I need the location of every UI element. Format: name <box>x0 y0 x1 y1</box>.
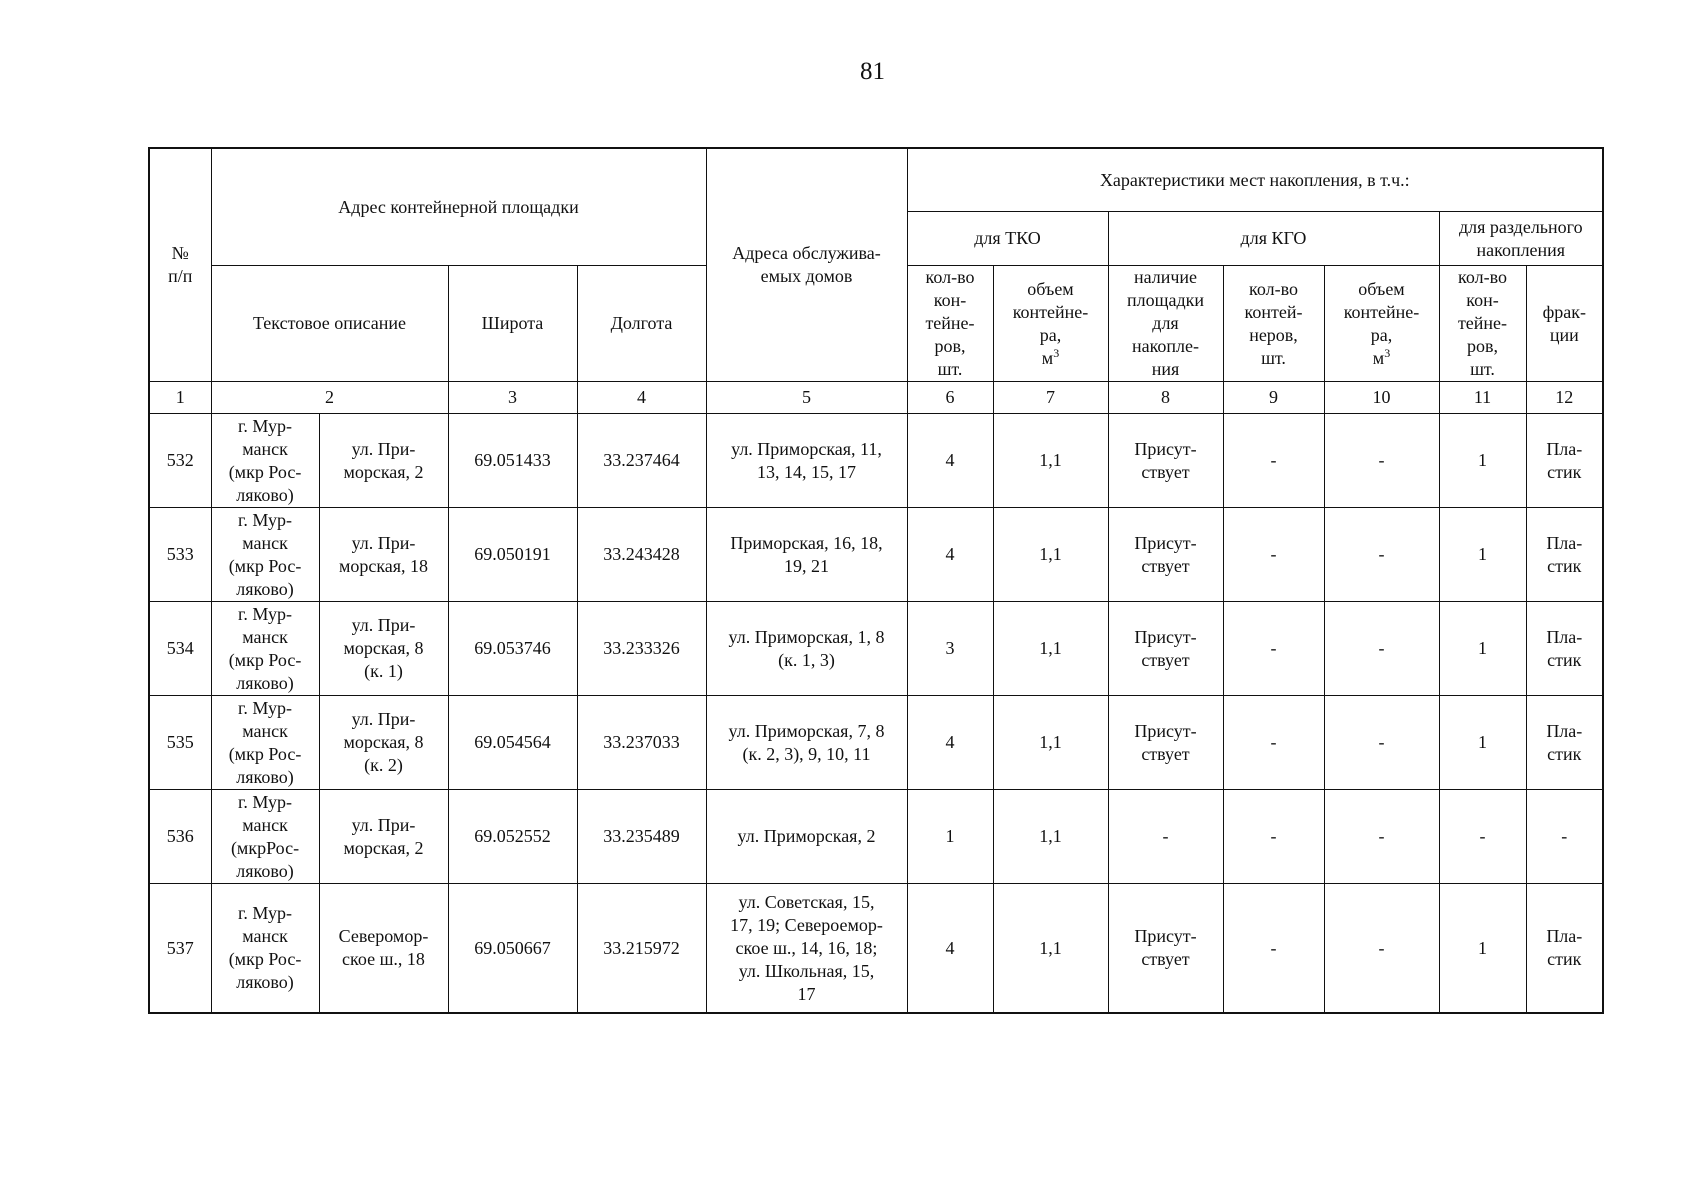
header-characteristics: Характеристики мест накопления, в т.ч.: <box>907 148 1603 212</box>
cell-longitude: 33.233326 <box>577 602 706 696</box>
cell-kgo-presence: Присут- ствует <box>1108 414 1223 508</box>
column-number: 6 <box>907 382 993 414</box>
cell-served-houses: ул. Приморская, 1, 8 (к. 1, 3) <box>706 602 907 696</box>
cell-fraction: Пла- стик <box>1526 602 1603 696</box>
cell-num: 532 <box>149 414 211 508</box>
header-address-group: Адрес контейнерной площадки <box>211 148 706 266</box>
cell-latitude: 69.053746 <box>448 602 577 696</box>
cell-kgo-presence: Присут- ствует <box>1108 884 1223 1014</box>
cell-fraction: Пла- стик <box>1526 414 1603 508</box>
cell-sep-count: 1 <box>1439 696 1526 790</box>
cell-tko-count: 1 <box>907 790 993 884</box>
column-number: 12 <box>1526 382 1603 414</box>
cell-tko-count: 3 <box>907 602 993 696</box>
cell-num: 533 <box>149 508 211 602</box>
header-served-houses: Адреса обслужива- емых домов <box>706 148 907 382</box>
container-sites-table <box>148 147 1604 1014</box>
page-number: 81 <box>860 58 885 85</box>
cell-city: г. Мур- манск (мкр Рос- ляково) <box>211 884 319 1014</box>
cell-latitude: 69.054564 <box>448 696 577 790</box>
column-number: 10 <box>1324 382 1439 414</box>
table-row <box>149 884 1603 1014</box>
cell-latitude: 69.050667 <box>448 884 577 1014</box>
header-tko-volume-cube: 3 <box>1053 345 1060 360</box>
table-body <box>149 414 1603 1014</box>
cell-street: Северомор- ское ш., 18 <box>319 884 448 1014</box>
cell-kgo-count: - <box>1223 696 1324 790</box>
cell-street: ул. При- морская, 18 <box>319 508 448 602</box>
header-fractions: фрак- ции <box>1526 266 1603 382</box>
header-sep-count: кол-во кон- тейне- ров, шт. <box>1439 266 1526 382</box>
cell-served-houses: Приморская, 16, 18, 19, 21 <box>706 508 907 602</box>
cell-longitude: 33.243428 <box>577 508 706 602</box>
column-number-row <box>149 382 1603 414</box>
cell-latitude: 69.051433 <box>448 414 577 508</box>
table-row <box>149 508 1603 602</box>
cell-kgo-count: - <box>1223 602 1324 696</box>
cell-kgo-count: - <box>1223 790 1324 884</box>
cell-num: 536 <box>149 790 211 884</box>
cell-kgo-volume: - <box>1324 696 1439 790</box>
cell-street: ул. При- морская, 8 (к. 1) <box>319 602 448 696</box>
cell-num: 535 <box>149 696 211 790</box>
column-number: 7 <box>993 382 1108 414</box>
cell-tko-volume: 1,1 <box>993 508 1108 602</box>
header-num: № п/п <box>149 148 211 382</box>
column-number: 9 <box>1223 382 1324 414</box>
cell-fraction: - <box>1526 790 1603 884</box>
cell-tko-count: 4 <box>907 884 993 1014</box>
column-number: 2 <box>211 382 448 414</box>
header-latitude: Широта <box>448 266 577 382</box>
header-text-description: Текстовое описание <box>211 266 448 382</box>
cell-kgo-presence: Присут- ствует <box>1108 602 1223 696</box>
cell-tko-count: 4 <box>907 414 993 508</box>
cell-served-houses: ул. Советская, 15, 17, 19; Североемор- ское ш., 14, 16, 18; ул. Школьная, 15, 17 <box>706 884 907 1014</box>
cell-tko-volume: 1,1 <box>993 696 1108 790</box>
cell-served-houses: ул. Приморская, 7, 8 (к. 2, 3), 9, 10, 11 <box>706 696 907 790</box>
cell-city: г. Мур- манск (мкр Рос- ляково) <box>211 696 319 790</box>
header-separate: для раздельного накопления <box>1439 212 1603 266</box>
cell-kgo-volume: - <box>1324 884 1439 1014</box>
cell-longitude: 33.237464 <box>577 414 706 508</box>
table-row <box>149 696 1603 790</box>
column-number: 11 <box>1439 382 1526 414</box>
cell-longitude: 33.235489 <box>577 790 706 884</box>
column-number: 4 <box>577 382 706 414</box>
cell-city: г. Мур- манск (мкр Рос- ляково) <box>211 602 319 696</box>
cell-fraction: Пла- стик <box>1526 884 1603 1014</box>
table-row <box>149 790 1603 884</box>
cell-street: ул. При- морская, 2 <box>319 414 448 508</box>
cell-city: г. Мур- манск (мкрРос- ляково) <box>211 790 319 884</box>
column-number: 3 <box>448 382 577 414</box>
cell-num: 534 <box>149 602 211 696</box>
header-kgo-volume-cube: 3 <box>1384 345 1391 360</box>
cell-longitude: 33.215972 <box>577 884 706 1014</box>
cell-sep-count: 1 <box>1439 884 1526 1014</box>
cell-latitude: 69.050191 <box>448 508 577 602</box>
cell-kgo-count: - <box>1223 508 1324 602</box>
cell-kgo-count: - <box>1223 414 1324 508</box>
cell-tko-count: 4 <box>907 508 993 602</box>
header-kgo: для КГО <box>1108 212 1439 266</box>
header-tko: для ТКО <box>907 212 1108 266</box>
table-header <box>149 148 1603 414</box>
cell-sep-count: - <box>1439 790 1526 884</box>
cell-tko-volume: 1,1 <box>993 884 1108 1014</box>
cell-tko-count: 4 <box>907 696 993 790</box>
cell-street: ул. При- морская, 2 <box>319 790 448 884</box>
header-kgo-count: кол-во контей- неров, шт. <box>1223 266 1324 382</box>
cell-fraction: Пла- стик <box>1526 696 1603 790</box>
column-number: 8 <box>1108 382 1223 414</box>
cell-kgo-volume: - <box>1324 414 1439 508</box>
cell-tko-volume: 1,1 <box>993 602 1108 696</box>
header-longitude: Долгота <box>577 266 706 382</box>
cell-kgo-presence: - <box>1108 790 1223 884</box>
header-kgo-presence: наличие площадки для накопле- ния <box>1108 266 1223 382</box>
cell-longitude: 33.237033 <box>577 696 706 790</box>
cell-city: г. Мур- манск (мкр Рос- ляково) <box>211 508 319 602</box>
cell-num: 537 <box>149 884 211 1014</box>
cell-sep-count: 1 <box>1439 508 1526 602</box>
header-tko-count: кол-во кон- тейне- ров, шт. <box>907 266 993 382</box>
cell-tko-volume: 1,1 <box>993 790 1108 884</box>
cell-served-houses: ул. Приморская, 11, 13, 14, 15, 17 <box>706 414 907 508</box>
cell-served-houses: ул. Приморская, 2 <box>706 790 907 884</box>
cell-kgo-count: - <box>1223 884 1324 1014</box>
cell-fraction: Пла- стик <box>1526 508 1603 602</box>
header-kgo-volume <box>1324 266 1439 382</box>
cell-kgo-volume: - <box>1324 602 1439 696</box>
cell-kgo-volume: - <box>1324 790 1439 884</box>
header-kgo-volume-text: объем контейне- ра, м <box>1343 278 1420 368</box>
column-number: 5 <box>706 382 907 414</box>
cell-sep-count: 1 <box>1439 602 1526 696</box>
cell-tko-volume: 1,1 <box>993 414 1108 508</box>
cell-street: ул. При- морская, 8 (к. 2) <box>319 696 448 790</box>
table-row <box>149 602 1603 696</box>
cell-sep-count: 1 <box>1439 414 1526 508</box>
column-number: 1 <box>149 382 211 414</box>
header-tko-volume-text: объем контейне- ра, м <box>1012 278 1089 368</box>
cell-city: г. Мур- манск (мкр Рос- ляково) <box>211 414 319 508</box>
cell-kgo-volume: - <box>1324 508 1439 602</box>
cell-kgo-presence: Присут- ствует <box>1108 696 1223 790</box>
table-row <box>149 414 1603 508</box>
header-tko-volume <box>993 266 1108 382</box>
cell-kgo-presence: Присут- ствует <box>1108 508 1223 602</box>
cell-latitude: 69.052552 <box>448 790 577 884</box>
